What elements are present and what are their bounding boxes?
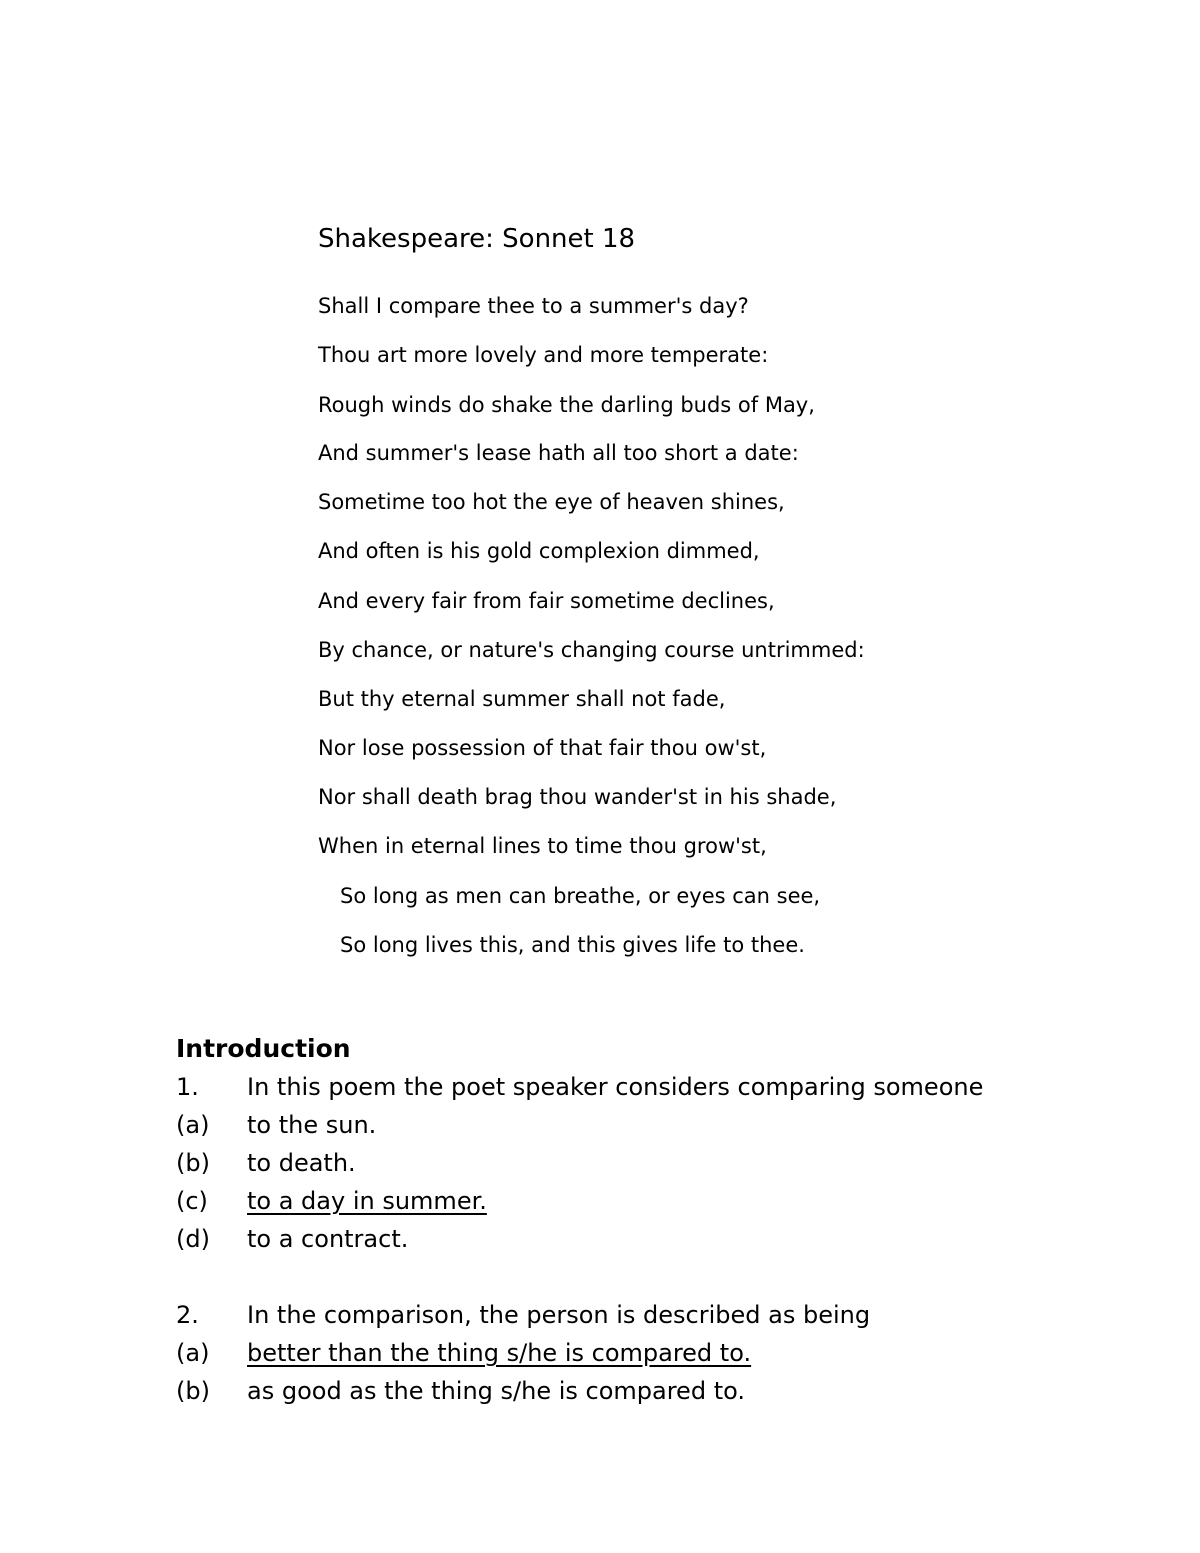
option-text: to death. [247,1149,356,1177]
poem-line-6: And often is his gold complexion dimmed, [318,539,760,563]
option-label: (a) [176,1339,210,1367]
option-text: to a contract. [247,1225,409,1253]
poem-line-11: Nor shall death brag thou wander'st in his shade, [318,785,837,809]
poem-line-9: But thy eternal summer shall not fade, [318,687,726,711]
poem-line-2: Thou art more lovely and more temperate: [318,343,769,367]
option-label: (b) [176,1377,210,1405]
question-2-number: 2. [176,1301,199,1329]
question-1-number: 1. [176,1073,199,1101]
option-text-answer: better than the thing s/he is compared to. [247,1339,752,1367]
poem-line-5: Sometime too hot the eye of heaven shines, [318,490,785,514]
poem-line-13: So long as men can breathe, or eyes can see, [340,884,821,908]
option-text-answer: to a day in summer. [247,1187,487,1215]
poem-line-12: When in eternal lines to time thou grow'st, [318,834,767,858]
option-label: (d) [176,1225,210,1253]
poem-line-10: Nor lose possession of that fair thou ow'st, [318,736,767,760]
question-1-stem: In this poem the poet speaker considers comparing someone [247,1073,984,1101]
option-text: as good as the thing s/he is compared to. [247,1377,745,1405]
poem-line-8: By chance, or nature's changing course untrimmed: [318,638,865,662]
poem-line-7: And every fair from fair sometime declines, [318,589,775,613]
poem-line-4: And summer's lease hath all too short a date: [318,441,799,465]
option-label: (a) [176,1111,210,1139]
question-2-stem: In the comparison, the person is described as being [247,1301,871,1329]
option-text: to the sun. [247,1111,377,1139]
poem-line-1: Shall I compare thee to a summer's day? [318,294,749,318]
section-heading: Introduction [176,1034,351,1063]
poem-title: Shakespeare: Sonnet 18 [318,224,636,254]
poem-line-3: Rough winds do shake the darling buds of May, [318,393,815,417]
option-label: (c) [176,1187,208,1215]
poem-line-14: So long lives this, and this gives life to thee. [340,933,805,957]
option-label: (b) [176,1149,210,1177]
